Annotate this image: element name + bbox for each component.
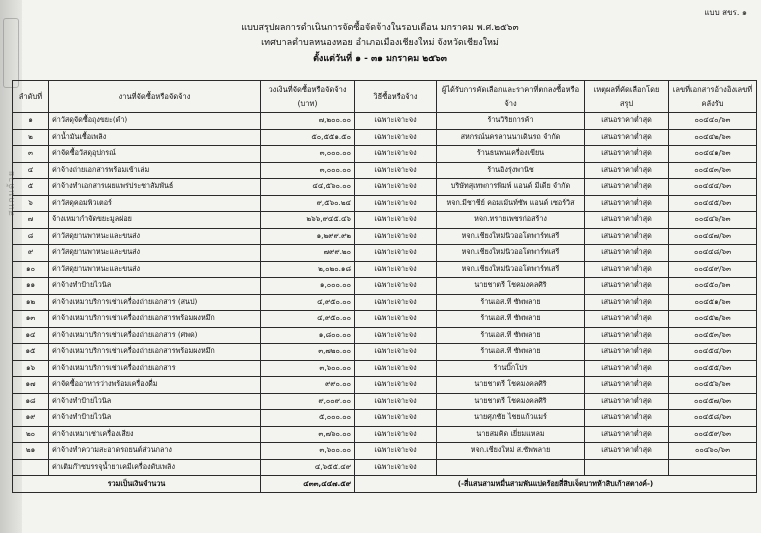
row-number: ๑๔ <box>13 327 49 344</box>
row-reason: เสนอราคาต่ำสุด <box>585 261 669 278</box>
row-method: เฉพาะเจาะจง <box>355 459 437 476</box>
row-ref: ๐๐๔๔๑/๖๓ <box>669 146 757 163</box>
row-reason: เสนอราคาต่ำสุด <box>585 129 669 146</box>
scanner-side-text: สแกนด้วย <box>7 169 17 216</box>
row-vendor: หจก.ทรายเพชรก่อสร้าง <box>437 212 585 229</box>
row-number: ๗ <box>13 212 49 229</box>
row-reason: เสนอราคาต่ำสุด <box>585 311 669 328</box>
row-work: ค่าจ้างทำป้ายไวนิล <box>49 393 261 410</box>
row-amount: ๒,๐๒๐.๑๘ <box>261 261 355 278</box>
row-ref: ๐๐๔๔๙/๖๓ <box>669 261 757 278</box>
row-method: เฉพาะเจาะจง <box>355 410 437 427</box>
row-method: เฉพาะเจาะจง <box>355 443 437 460</box>
document-title: แบบสรุปผลการดำเนินการจัดซื้อจัดจ้างในรอบเดือน มกราคม พ.ศ.๒๕๖๓ <box>241 23 519 33</box>
row-number: ๑๖ <box>13 360 49 377</box>
row-amount: ๓,๐๐๐.๐๐ <box>261 146 355 163</box>
table-row <box>13 261 757 278</box>
row-work: ค่าวัสดุยานพาหนะและขนส่ง <box>49 261 261 278</box>
row-method: เฉพาะเจาะจง <box>355 360 437 377</box>
row-method: เฉพาะเจาะจง <box>355 129 437 146</box>
row-work: ค่าจัดซื้ออาหารว่างพร้อมเครื่องดื่ม <box>49 377 261 394</box>
row-amount: ๕๐,๕๕๑.๕๐ <box>261 129 355 146</box>
row-work: ค่าจ้างเหมาบริการเช่าเครื่องถ่ายเอกสารพร้อมผงหมึก <box>49 344 261 361</box>
table-row <box>13 129 757 146</box>
row-ref: ๐๐๔๕๘/๖๓ <box>669 410 757 427</box>
row-work: ค่าจ้างเหมาบริการเช่าเครื่องถ่ายเอกสารพร้อมผงหมึก <box>49 311 261 328</box>
table-row <box>13 344 757 361</box>
table-row <box>13 179 757 196</box>
row-vendor: ร้านวิริยการค้า <box>437 113 585 130</box>
row-amount: ๑,๒๙๙.๙๒ <box>261 228 355 245</box>
row-ref: ๐๐๔๖๐/๖๓ <box>669 443 757 460</box>
organization-line: เทศบาลตำบลหนองหอย อำเภอเมืองเชียงใหม่ จังหวัดเชียงใหม่ <box>261 38 499 48</box>
row-number: ๔ <box>13 162 49 179</box>
row-method: เฉพาะเจาะจง <box>355 195 437 212</box>
row-number: ๒ <box>13 129 49 146</box>
row-vendor: ร้านเอส.ที ซัพพลาย <box>437 327 585 344</box>
row-vendor: หจก.มีชาชีย์ คอมเม้นท์ซัพ แอนด์ เซอร์วิส <box>437 195 585 212</box>
col-header-method: วิธีซื้อหรือจ้าง <box>355 81 437 113</box>
row-method: เฉพาะเจาะจง <box>355 245 437 262</box>
row-method: เฉพาะเจาะจง <box>355 113 437 130</box>
row-reason: เสนอราคาต่ำสุด <box>585 443 669 460</box>
row-work: ค่าจ้างทำความสะอาดรถยนต์ส่วนกลาง <box>49 443 261 460</box>
row-ref: ๐๐๔๕๙/๖๓ <box>669 426 757 443</box>
table-row <box>13 443 757 460</box>
row-work: ค่าจ้างเหมาบริการเช่าเครื่องถ่ายเอกสาร (สนป) <box>49 294 261 311</box>
table-row <box>13 294 757 311</box>
row-ref: ๐๐๔๕๑/๖๓ <box>669 294 757 311</box>
table-row <box>13 245 757 262</box>
col-header-no: ลำดับที่ <box>13 81 49 113</box>
row-ref: ๐๐๔๕๕/๖๓ <box>669 360 757 377</box>
row-reason: เสนอราคาต่ำสุด <box>585 426 669 443</box>
row-method: เฉพาะเจาะจง <box>355 212 437 229</box>
row-work: ค่าจ้างทำป้ายไวนิล <box>49 278 261 295</box>
row-method: เฉพาะเจาะจง <box>355 426 437 443</box>
row-reason: เสนอราคาต่ำสุด <box>585 212 669 229</box>
row-work: ค่าวัสดุยานพาหนะและขนส่ง <box>49 245 261 262</box>
row-amount: ๗,๒๐๐.๐๐ <box>261 113 355 130</box>
row-amount: ๔,๙๕๐.๐๐ <box>261 311 355 328</box>
row-reason: เสนอราคาต่ำสุด <box>585 278 669 295</box>
row-number: ๖ <box>13 195 49 212</box>
row-amount: ๓,๖๐๐.๐๐ <box>261 360 355 377</box>
table-row <box>13 393 757 410</box>
table-row <box>13 162 757 179</box>
col-header-reason: เหตุผลที่คัดเลือกโดยสรุป <box>585 81 669 113</box>
row-number: ๒๐ <box>13 426 49 443</box>
row-reason: เสนอราคาต่ำสุด <box>585 245 669 262</box>
table-row <box>13 278 757 295</box>
row-ref: ๐๐๔๔๐/๖๓ <box>669 113 757 130</box>
row-work: ค่าวัสดุจัดซื้อถุงขยะ(ดำ) <box>49 113 261 130</box>
row-ref: ๐๐๔๕๔/๖๓ <box>669 344 757 361</box>
procurement-table <box>12 80 757 493</box>
total-label: รวมเป็นเงินจำนวน <box>13 476 261 493</box>
total-amount: ๔๓๓,๔๔๗.๕๙ <box>261 476 355 493</box>
row-work: จ้างเหมากำจัดขยะมูลฝอย <box>49 212 261 229</box>
row-number: ๓ <box>13 146 49 163</box>
total-row <box>13 476 757 493</box>
row-amount: ๗๙๙.๒๐ <box>261 245 355 262</box>
table-row <box>13 410 757 427</box>
table-row <box>13 426 757 443</box>
row-method: เฉพาะเจาะจง <box>355 393 437 410</box>
row-amount: ๔๔,๕๖๐.๐๐ <box>261 179 355 196</box>
row-reason: เสนอราคาต่ำสุด <box>585 344 669 361</box>
col-header-work: งานที่จัดซื้อหรือจัดจ้าง <box>49 81 261 113</box>
row-ref: ๐๐๔๔๔/๖๓ <box>669 179 757 196</box>
row-vendor: นายชาตรี โชคมงคลศิริ <box>437 278 585 295</box>
row-ref: ๐๐๔๔๕/๖๓ <box>669 195 757 212</box>
row-number: ๕ <box>13 179 49 196</box>
row-work: ค่าเติมก๊าซบรรจุน้ำยาเคมีเครื่องดับเพลิง <box>49 459 261 476</box>
row-reason: เสนอราคาต่ำสุด <box>585 162 669 179</box>
row-number <box>13 459 49 476</box>
row-number: ๑๑ <box>13 278 49 295</box>
row-ref: ๐๐๔๕๗/๖๓ <box>669 393 757 410</box>
col-header-ref: เลขที่เอกสารอ้างอิงเลขที่คลังรับ <box>669 81 757 113</box>
table-row <box>13 327 757 344</box>
table-row <box>13 146 757 163</box>
table-row <box>13 195 757 212</box>
row-method: เฉพาะเจาะจง <box>355 327 437 344</box>
row-number: ๑๓ <box>13 311 49 328</box>
row-work: ค่าจ้างเหมาบริการเช่าเครื่องถ่ายเอกสาร <box>49 360 261 377</box>
row-amount: ๓,๐๐๐.๐๐ <box>261 162 355 179</box>
row-reason: เสนอราคาต่ำสุด <box>585 360 669 377</box>
row-vendor: นายสมคิด เยี่ยมแหลม <box>437 426 585 443</box>
row-vendor: ร้านธนพนเครื่องเขียน <box>437 146 585 163</box>
row-amount: ๙,๐๐๙.๐๐ <box>261 393 355 410</box>
row-amount: ๑,๐๐๐.๐๐ <box>261 278 355 295</box>
row-ref: ๐๐๔๔๗/๖๓ <box>669 228 757 245</box>
row-amount: ๙,๕๖๐.๒๔ <box>261 195 355 212</box>
row-method: เฉพาะเจาะจง <box>355 162 437 179</box>
row-ref: ๐๐๔๕๓/๖๓ <box>669 327 757 344</box>
row-amount: ๔,๖๕๕.๔๙ <box>261 459 355 476</box>
table-row <box>13 377 757 394</box>
row-number: ๘ <box>13 228 49 245</box>
row-vendor: นายชาตรี โชคมงคลศิริ <box>437 393 585 410</box>
row-vendor: บริษัทสุเทพการพิมพ์ แอนด์ มีเดีย จำกัด <box>437 179 585 196</box>
row-amount: ๔,๙๕๐.๐๐ <box>261 294 355 311</box>
row-vendor: หจก.เชียงใหม่นิวออโตพาร์ทเสรี <box>437 228 585 245</box>
table-row <box>13 360 757 377</box>
row-ref: ๐๐๔๔๖/๖๓ <box>669 212 757 229</box>
row-number: ๑๕ <box>13 344 49 361</box>
row-ref: ๐๐๔๕๖/๖๓ <box>669 377 757 394</box>
row-work: ค่าจ้างเหมาบริการเช่าเครื่องถ่ายเอกสาร (ศพด) <box>49 327 261 344</box>
row-reason: เสนอราคาต่ำสุด <box>585 393 669 410</box>
row-work: ค่าจัดซื้อวัสดุอุปกรณ์ <box>49 146 261 163</box>
row-ref: ๐๐๔๕๒/๖๓ <box>669 311 757 328</box>
row-reason: เสนอราคาต่ำสุด <box>585 179 669 196</box>
row-amount: ๙๙๐.๐๐ <box>261 377 355 394</box>
row-amount: ๕,๐๐๐.๐๐ <box>261 410 355 427</box>
row-work: ค่าวัสดุยานพาหนะและขนส่ง <box>49 228 261 245</box>
row-ref: ๐๐๔๔๒/๖๓ <box>669 129 757 146</box>
col-header-vendor: ผู้ได้รับการคัดเลือกและราคาที่ตกลงซื้อหรือจ้าง <box>437 81 585 113</box>
row-method: เฉพาะเจาะจง <box>355 377 437 394</box>
row-amount: ๒๖๖,๙๔๕.๔๖ <box>261 212 355 229</box>
row-method: เฉพาะเจาะจง <box>355 344 437 361</box>
table-body <box>13 113 757 476</box>
row-method: เฉพาะเจาะจง <box>355 261 437 278</box>
form-code: แบบ สขร. ๑ <box>704 8 747 17</box>
row-reason: เสนอราคาต่ำสุด <box>585 228 669 245</box>
row-method: เฉพาะเจาะจง <box>355 179 437 196</box>
row-vendor: ร้านอิงรุ่งพานิช <box>437 162 585 179</box>
row-reason: เสนอราคาต่ำสุด <box>585 294 669 311</box>
row-vendor: หจก.เชียงใหม่นิวออโตพาร์ทเสรี <box>437 245 585 262</box>
row-reason: เสนอราคาต่ำสุด <box>585 410 669 427</box>
row-reason: เสนอราคาต่ำสุด <box>585 195 669 212</box>
row-ref: ๐๐๔๕๐/๖๓ <box>669 278 757 295</box>
row-number: ๑๒ <box>13 294 49 311</box>
row-work: ค่าจ้างทำป้ายไวนิล <box>49 410 261 427</box>
table-row <box>13 113 757 130</box>
row-method: เฉพาะเจาะจง <box>355 311 437 328</box>
row-method: เฉพาะเจาะจง <box>355 146 437 163</box>
row-vendor: หจก.เชียงใหม่นิวออโตพาร์ทเสรี <box>437 261 585 278</box>
row-reason: เสนอราคาต่ำสุด <box>585 377 669 394</box>
row-method: เฉพาะเจาะจง <box>355 294 437 311</box>
row-vendor: สหกรณ์นครลานนาเดินรถ จำกัด <box>437 129 585 146</box>
row-work: ค่าจ้างทำเอกสารเผยแพร่ประชาสัมพันธ์ <box>49 179 261 196</box>
row-method: เฉพาะเจาะจง <box>355 228 437 245</box>
row-work: ค่าน้ำมันเชื้อเพลิง <box>49 129 261 146</box>
row-reason: เสนอราคาต่ำสุด <box>585 146 669 163</box>
row-work: ค่าจ้างถ่ายเอกสารพร้อมเข้าเล่ม <box>49 162 261 179</box>
row-vendor: หจก.เชียงใหม่ ส.ซัพพลาย <box>437 443 585 460</box>
row-ref: ๐๐๔๔๘/๖๓ <box>669 245 757 262</box>
row-ref: ๐๐๔๔๓/๖๓ <box>669 162 757 179</box>
row-reason: เสนอราคาต่ำสุด <box>585 113 669 130</box>
row-amount: ๑,๘๐๐.๐๐ <box>261 327 355 344</box>
row-number: ๑๗ <box>13 377 49 394</box>
row-method: เฉพาะเจาะจง <box>355 278 437 295</box>
table-row <box>13 311 757 328</box>
row-vendor: ร้านเอส.ที ซัพพลาย <box>437 311 585 328</box>
table-row <box>13 459 757 476</box>
total-words: (-สี่แสนสามหมื่นสามพันแปดร้อยสี่สิบเจ็ดบาทห้าสิบเก้าสตางค์-) <box>355 476 757 493</box>
scanner-badge-icon <box>3 18 19 88</box>
row-work: ค่าจ้างเหมาเช่าเครื่องเสียง <box>49 426 261 443</box>
row-vendor <box>437 459 585 476</box>
row-vendor: ร้านเอส.ที ซัพพลาย <box>437 344 585 361</box>
row-number: ๑๘ <box>13 393 49 410</box>
table-row <box>13 228 757 245</box>
row-number: ๒๑ <box>13 443 49 460</box>
row-amount: ๓,๗๖๐.๐๐ <box>261 426 355 443</box>
row-number: ๑๐ <box>13 261 49 278</box>
row-number: ๙ <box>13 245 49 262</box>
row-number: ๑๙ <box>13 410 49 427</box>
row-vendor: นายชาตรี โชคมงคลศิริ <box>437 377 585 394</box>
row-amount: ๓,๗๒๐.๐๐ <box>261 344 355 361</box>
row-number: ๑ <box>13 113 49 130</box>
row-vendor: ร้านเอส.ที ซัพพลาย <box>437 294 585 311</box>
row-reason: เสนอราคาต่ำสุด <box>585 327 669 344</box>
row-ref <box>669 459 757 476</box>
row-vendor: ร้านบิ๊กโปร <box>437 360 585 377</box>
row-work: ค่าวัสดุคอมพิวเตอร์ <box>49 195 261 212</box>
col-header-amount: วงเงินที่จัดซื้อหรือจัดจ้าง (บาท) <box>261 81 355 113</box>
row-reason <box>585 459 669 476</box>
row-amount: ๓,๖๐๐.๐๐ <box>261 443 355 460</box>
date-range-line: ตั้งแต่วันที่ ๑ - ๓๑ มกราคม ๒๕๖๓ <box>313 54 447 64</box>
table-row <box>13 212 757 229</box>
row-vendor: นายศุภชัย ไชยแก้วแมร์ <box>437 410 585 427</box>
table-header-row <box>13 81 757 113</box>
